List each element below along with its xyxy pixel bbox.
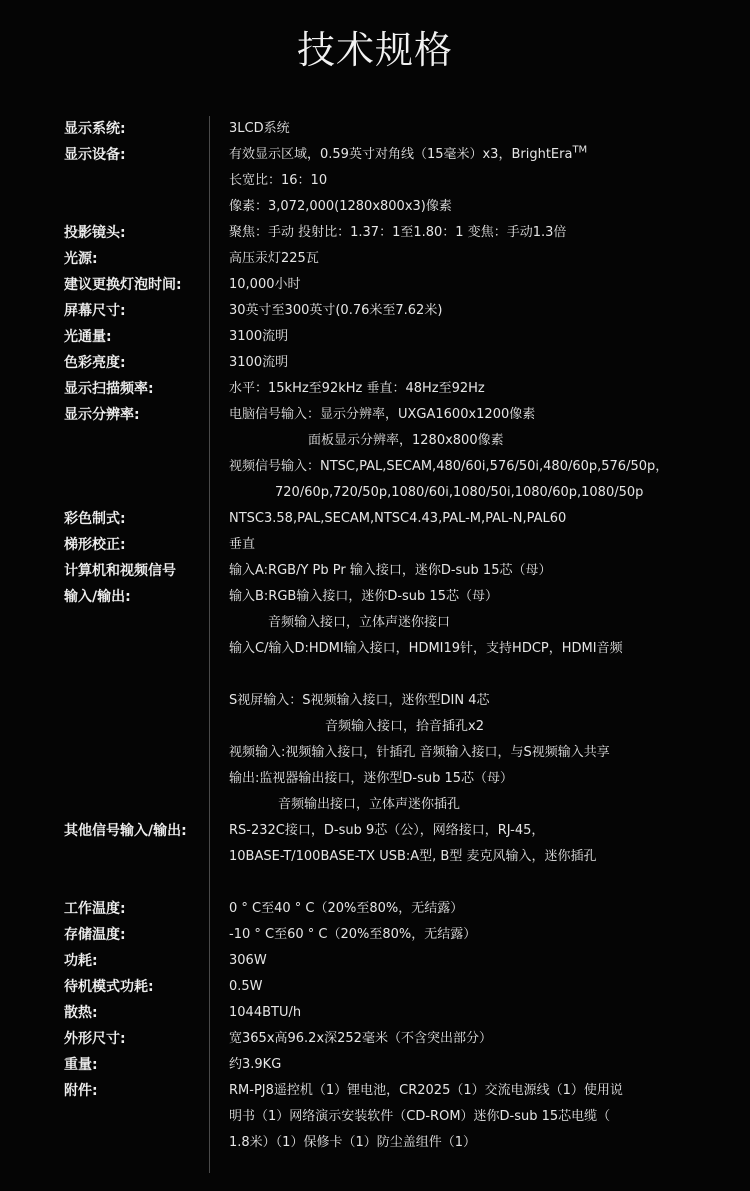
spec-value-input-a: 输入A:RGB/Y Pb Pr 输入接口，迷你D-sub 15芯（母） <box>229 563 552 578</box>
spec-value-input-cd: 输入C/输入D:HDMI输入接口，HDMI19针，支持HDCP，HDMI音频 <box>229 641 623 656</box>
spec-value-standby-power: 0.5W <box>229 979 263 994</box>
spec-value-video-signal: 视频信号输入：NTSC,PAL,SECAM,480/60i,576/50i,480/60p,576/50p， <box>229 459 669 474</box>
spec-value-s-video: S视屏输入：S视频输入接口，迷你型DIN 4芯 <box>229 693 490 708</box>
spec-value-storage-temp: -10 ° C至60 ° C（20%至80%，无结露） <box>229 927 477 942</box>
spec-value-color-brightness: 3100流明 <box>229 355 289 370</box>
spec-value-audio-output: 音频输出接口，立体声迷你插孔 <box>278 797 461 812</box>
spec-value-weight: 约3.9KG <box>229 1057 282 1072</box>
spec-value-dimensions: 宽365x高96.2x深252毫米（不含突出部分） <box>229 1031 492 1046</box>
spec-value-scan-frequency: 水平：15kHz至92kHz 垂直：48Hz至92Hz <box>229 381 485 396</box>
spec-value-luminous-flux: 3100流明 <box>229 329 289 344</box>
spec-value-input-b: 输入B:RGB输入接口，迷你D-sub 15芯（母） <box>229 589 498 604</box>
spec-value-network-usb: 10BASE-T/100BASE-TX USB:A型, B型 麦克风输入，迷你插孔 <box>229 849 597 864</box>
spec-value-text: 有效显示区域，0.59英寸对角线（15毫米）x3，BrightEra <box>229 147 573 162</box>
spec-value-pc-resolution: 电脑信号输入：显示分辨率，UXGA1600x1200像素 <box>229 407 536 422</box>
spec-label-display-device: 显示设备: <box>64 147 126 163</box>
spec-label-lamp-life: 建议更换灯泡时间: <box>64 277 182 293</box>
spec-value-aspect-ratio: 长宽比：16：10 <box>229 173 328 188</box>
trademark-mark: TM <box>572 144 588 156</box>
spec-label-other-io: 其他信号输入/输出: <box>64 823 187 839</box>
spec-label-storage-temp: 存储温度: <box>64 927 126 943</box>
page-title: 技术规格 <box>296 28 453 72</box>
spec-value-accessories-3: 1.8米）（1）保修卡（1）防尘盖组件（1） <box>229 1135 476 1150</box>
spec-value-heat: 1044BTU/h <box>229 1005 302 1020</box>
spec-value-accessories-1: RM-PJ8遥控机（1）锂电池，CR2025（1）交流电源线（1）使用说 <box>229 1083 623 1098</box>
spec-value-display-device <box>229 146 587 164</box>
spec-value-screen-size: 30英寸至300英寸(0.76米至7.62米) <box>229 303 443 318</box>
spec-label-screen-size: 屏幕尺寸: <box>64 303 126 319</box>
spec-value-video-signal-cont: 720/60p,720/50p,1080/60i,1080/50i,1080/60p,1080/50p <box>275 485 644 500</box>
spec-label-display-system: 显示系统: <box>64 121 126 137</box>
spec-value-keystone: 垂直 <box>229 537 256 552</box>
spec-value-s-video-audio: 音频输入接口，拾音插孔x2 <box>325 719 484 734</box>
spec-value-video-input: 视频输入:视频输入接口，针插孔 音频输入接口，与S视频输入共享 <box>229 745 610 760</box>
spec-label-resolution: 显示分辨率: <box>64 407 140 423</box>
spec-label-scan-frequency: 显示扫描频率: <box>64 381 154 397</box>
spec-label-color-system: 彩色制式: <box>64 511 126 527</box>
spec-label-light-source: 光源: <box>64 251 98 267</box>
spec-label-operating-temp: 工作温度: <box>64 901 126 917</box>
spec-label-weight: 重量: <box>64 1057 98 1073</box>
spec-value-power: 306W <box>229 953 267 968</box>
spec-value-color-system: NTSC3.58,PAL,SECAM,NTSC4.43,PAL-M,PAL-N,PAL60 <box>229 511 567 526</box>
spec-label-lens: 投影镜头: <box>64 225 126 241</box>
spec-value-accessories-2: 明书（1）网络演示安装软件（CD-ROM）迷你D-sub 15芯电缆（ <box>229 1109 611 1124</box>
spec-label-keystone: 梯形校正: <box>64 537 126 553</box>
spec-label-power: 功耗: <box>64 953 98 969</box>
spec-label-luminous-flux: 光通量: <box>64 329 112 345</box>
spec-value-operating-temp: 0 ° C至40 ° C（20%至80%，无结露） <box>229 901 464 916</box>
spec-label-standby-power: 待机模式功耗: <box>64 979 154 995</box>
spec-value-lens: 聚焦：手动 投射比：1.37：1至1.80：1 变焦：手动1.3倍 <box>229 225 567 240</box>
spec-label-dimensions: 外形尺寸: <box>64 1031 126 1047</box>
spec-value-rs232: RS-232C接口，D-sub 9芯（公），网络接口，RJ-45， <box>229 823 545 838</box>
spec-label-input-output: 输入/输出: <box>64 589 131 605</box>
spec-label-computer-video-signal: 计算机和视频信号 <box>64 563 176 579</box>
spec-label-heat: 散热: <box>64 1005 98 1021</box>
spec-value-monitor-output: 输出:监视器输出接口，迷你型D-sub 15芯（母） <box>229 771 514 786</box>
spec-value-light-source: 高压汞灯225瓦 <box>229 251 319 266</box>
spec-value-pixels: 像素：3,072,000(1280x800x3)像素 <box>229 199 452 214</box>
spec-value-lamp-life: 10,000小时 <box>229 277 301 292</box>
spec-label-accessories: 附件: <box>64 1083 98 1099</box>
spec-value-audio-input: 音频输入接口，立体声迷你接口 <box>268 615 451 630</box>
column-divider <box>209 116 210 1173</box>
spec-value-display-system: 3LCD系统 <box>229 121 290 136</box>
spec-label-color-brightness: 色彩亮度: <box>64 355 126 371</box>
spec-value-panel-resolution: 面板显示分辨率，1280x800像素 <box>308 433 504 448</box>
